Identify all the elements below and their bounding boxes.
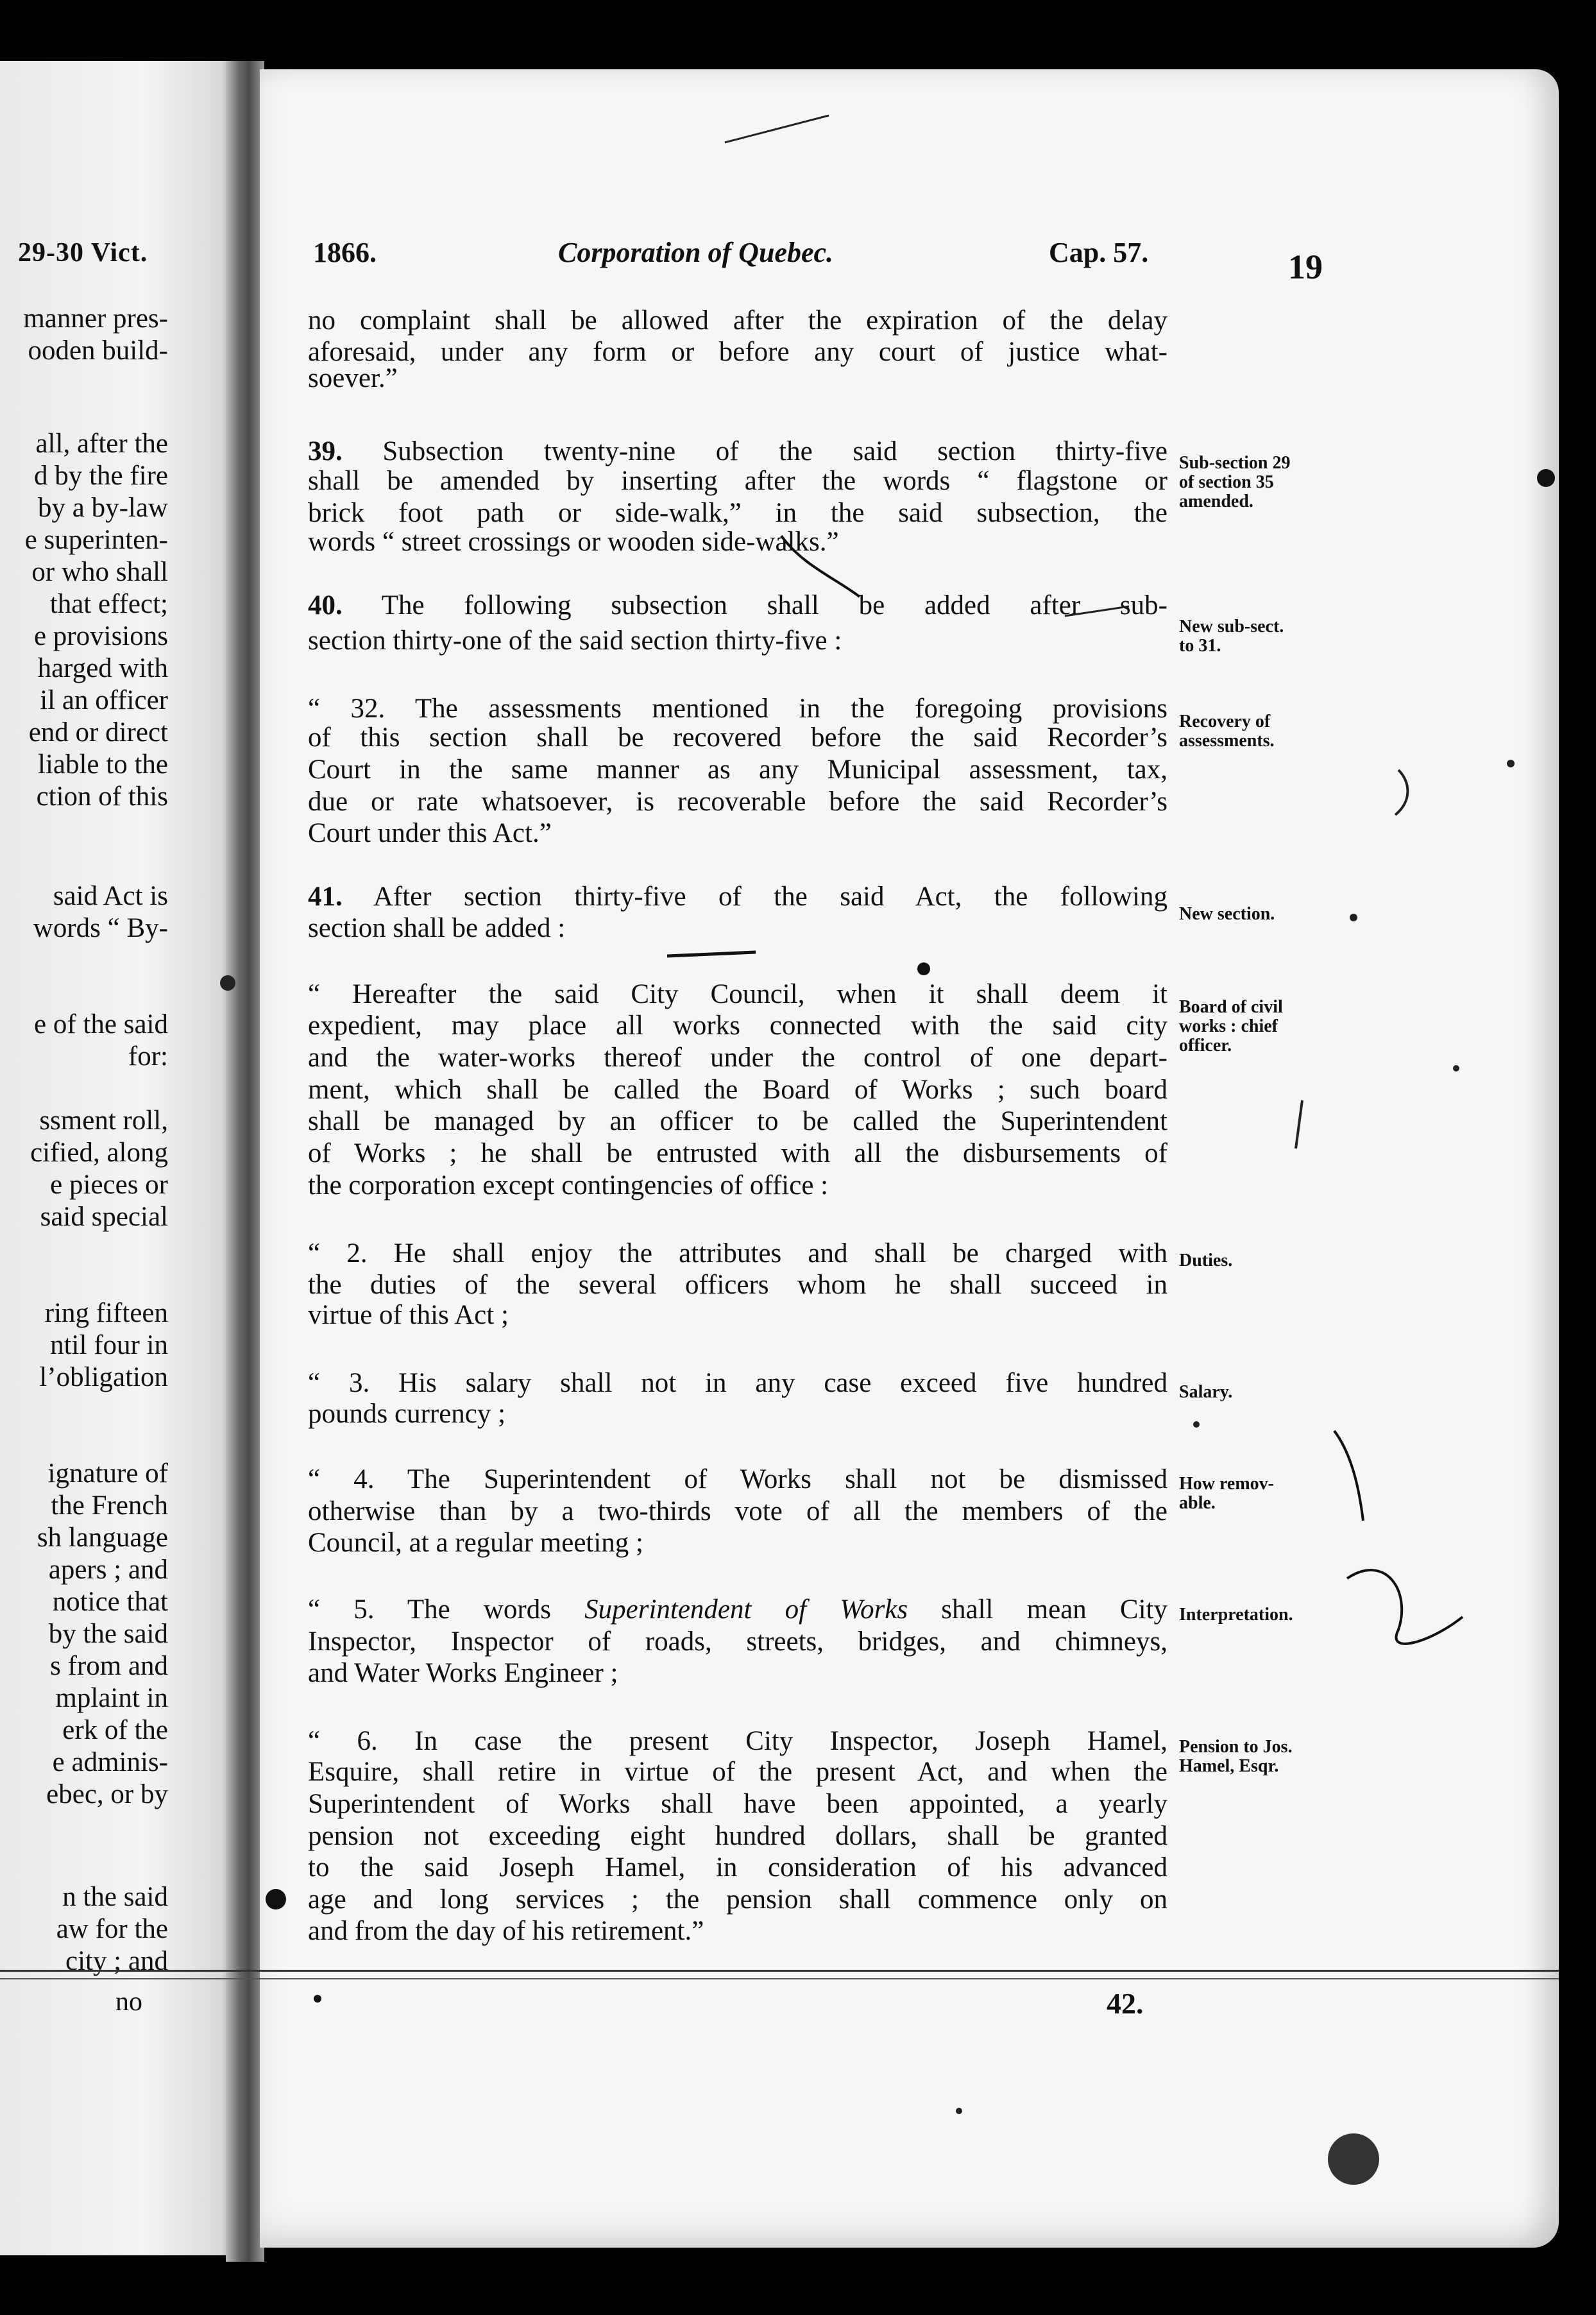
left-line: liable to the	[38, 749, 168, 780]
left-line: by a by-law	[38, 493, 168, 523]
header-title: Corporation of Quebec.	[558, 237, 833, 268]
body-line: Superintendent of Works shall have been appointed, a yearly	[308, 1789, 1167, 1819]
page-number: 19	[1288, 248, 1323, 286]
body-line: age and long services ; the pension shall commence only on	[308, 1884, 1167, 1915]
left-line: ction of this	[36, 782, 168, 812]
body-line: of Works ; he shall be entrusted with all the disbursements of	[308, 1138, 1167, 1168]
body-line: “ 2. He shall enjoy the attributes and shall be charged with	[308, 1238, 1167, 1269]
left-line: apers ; and	[48, 1555, 168, 1585]
body-line: “ 3. His salary shall not in any case exceed five hundred	[308, 1368, 1167, 1398]
left-line: n the said	[62, 1882, 168, 1912]
left-line: or who shall	[31, 557, 168, 587]
left-line: city ; and	[65, 1946, 168, 1976]
body-line: words “ street crossings or wooden side-walks.”	[308, 527, 839, 557]
body-line: aforesaid, under any form or before any court of justice what-	[308, 337, 1167, 367]
left-line: ooden build-	[28, 336, 168, 366]
margin-note: assessments.	[1179, 731, 1275, 751]
body-line: “ 6. In case the present City Inspector, Joseph Hamel,	[308, 1726, 1167, 1756]
left-line: ssment roll,	[39, 1106, 168, 1136]
book-gutter	[226, 61, 264, 2262]
body-line: pounds currency ;	[308, 1399, 506, 1429]
left-line: words “ By-	[33, 913, 168, 943]
body-line: soever.”	[308, 363, 398, 393]
margin-note: Pension to Jos.	[1179, 1737, 1293, 1757]
body-line: Council, at a regular meeting ;	[308, 1528, 643, 1558]
left-line: manner pres-	[23, 303, 168, 334]
left-line: ebec, or by	[46, 1779, 168, 1809]
left-line: end or direct	[28, 717, 168, 747]
body-line: section thirty-one of the said section thirty-five :	[308, 626, 842, 656]
margin-note: Interpretation.	[1179, 1605, 1293, 1625]
margin-note: Salary.	[1179, 1382, 1233, 1402]
section-number: 40.	[308, 590, 343, 620]
left-line: erk of the	[62, 1715, 168, 1745]
body-line: “ 4. The Superintendent of Works shall not be dismissed	[308, 1464, 1167, 1494]
left-line: e provisions	[33, 621, 168, 651]
body-line: shall be amended by inserting after the words “ flagstone or	[308, 466, 1167, 496]
margin-note: Recovery of	[1179, 712, 1271, 731]
body-line: ment, which shall be called the Board of Works ; such board	[308, 1075, 1167, 1105]
left-line: that effect;	[49, 589, 168, 619]
margin-note: Board of civil	[1179, 997, 1283, 1017]
header-year: 1866.	[313, 237, 377, 268]
margin-note: Sub-section 29	[1179, 453, 1291, 473]
body-line: the duties of the several officers whom he shall succeed in	[308, 1270, 1167, 1300]
body-line: due or rate whatsoever, is recoverable before the said Recorder’s	[308, 787, 1167, 817]
left-page-header: 29-30 Vict.	[18, 238, 148, 268]
left-line: l’obligation	[39, 1362, 168, 1392]
body-line: 40. The following subsection shall be added after sub-	[308, 590, 1167, 620]
left-line: aw for the	[56, 1914, 168, 1944]
body-line: the corporation except contingencies of office :	[308, 1170, 829, 1200]
left-line: ignature of	[47, 1458, 168, 1489]
left-line: said Act is	[53, 881, 168, 911]
signature-mark: 42.	[1107, 1987, 1144, 2020]
body-line	[308, 1596, 1167, 1623]
body-line: otherwise than by a two-thirds vote of all the members of the	[308, 1496, 1167, 1526]
left-line: e pieces or	[50, 1170, 168, 1200]
body-line: Esquire, shall retire in virtue of the present Act, and when the	[308, 1757, 1167, 1787]
margin-note: Hamel, Esqr.	[1179, 1756, 1279, 1776]
body-line: to the said Joseph Hamel, in consideration of his advanced	[308, 1852, 1167, 1883]
body-line: Inspector, Inspector of roads, streets, bridges, and chimneys,	[308, 1627, 1167, 1657]
left-line: said special	[40, 1202, 168, 1232]
body-line: shall be managed by an officer to be called the Superintendent	[308, 1106, 1167, 1136]
body-line: Court in the same manner as any Municipal assessment, tax,	[308, 755, 1167, 785]
margin-note: officer.	[1179, 1036, 1232, 1055]
body-line: and from the day of his retirement.”	[308, 1916, 704, 1946]
left-line: ntil four in	[50, 1330, 168, 1360]
left-line: sh language	[37, 1523, 168, 1553]
left-line: s from and	[50, 1651, 168, 1681]
body-line: section shall be added :	[308, 913, 566, 943]
margin-note: to 31.	[1179, 636, 1221, 656]
left-line: e adminis-	[52, 1747, 168, 1777]
body-line: 39. Subsection twenty-nine of the said section thirty-five	[308, 436, 1167, 466]
body-line: brick foot path or side-walk,” in the said subsection, the	[308, 498, 1167, 528]
left-line: d by the fire	[34, 461, 168, 491]
margin-note: Duties.	[1179, 1251, 1233, 1270]
left-line: all, after the	[35, 429, 168, 459]
italic-term: Superintendent of Works	[584, 1594, 908, 1625]
body-line: Court under this Act.”	[308, 818, 552, 848]
margin-note: able.	[1179, 1493, 1216, 1513]
left-line: mplaint in	[55, 1683, 168, 1713]
margin-note: amended.	[1179, 491, 1253, 511]
margin-note: New sub-sect.	[1179, 617, 1284, 636]
body-line: and Water Works Engineer ;	[308, 1658, 618, 1688]
left-line: e superinten-	[24, 525, 168, 555]
left-line: for:	[128, 1041, 168, 1072]
margin-note: New section.	[1179, 904, 1275, 924]
left-line: by the said	[48, 1619, 168, 1649]
left-page-catchword: no	[115, 1987, 142, 2017]
bottom-rule	[0, 1970, 1559, 1979]
section-number: 39.	[308, 436, 343, 466]
body-line: virtue of this Act ;	[308, 1300, 509, 1330]
section-number: 41.	[308, 882, 343, 912]
body-line: “ 32. The assessments mentioned in the foregoing provisions	[308, 694, 1167, 724]
left-line: e of the said	[34, 1009, 168, 1039]
left-line: cified, along	[30, 1138, 168, 1168]
body-line: “ Hereafter the said City Council, when it shall deem it	[308, 979, 1167, 1009]
margin-note: How remov-	[1179, 1474, 1274, 1494]
left-line: ring fifteen	[44, 1298, 168, 1328]
body-line: pension not exceeding eight hundred dollars, shall be granted	[308, 1821, 1167, 1851]
margin-note: of section 35	[1179, 472, 1274, 492]
body-line: no complaint shall be allowed after the expiration of the delay	[308, 305, 1167, 336]
body-line: expedient, may place all works connected with the said city	[308, 1011, 1167, 1041]
body-line: and the water-works thereof under the control of one depart-	[308, 1043, 1167, 1073]
header-chapter: Cap. 57.	[1049, 237, 1149, 268]
left-line: the French	[51, 1491, 168, 1521]
margin-note: works : chief	[1179, 1016, 1278, 1036]
body-line: 41. After section thirty-five of the said Act, the following	[308, 882, 1167, 912]
body-line: of this section shall be recovered before the said Recorder’s	[308, 722, 1167, 753]
left-line: il an officer	[40, 685, 168, 715]
left-line: notice that	[52, 1587, 168, 1617]
left-line: harged with	[37, 653, 168, 683]
body-line-part: shall mean City	[908, 1594, 1167, 1625]
body-line-part: “ 5. The words	[308, 1594, 585, 1625]
